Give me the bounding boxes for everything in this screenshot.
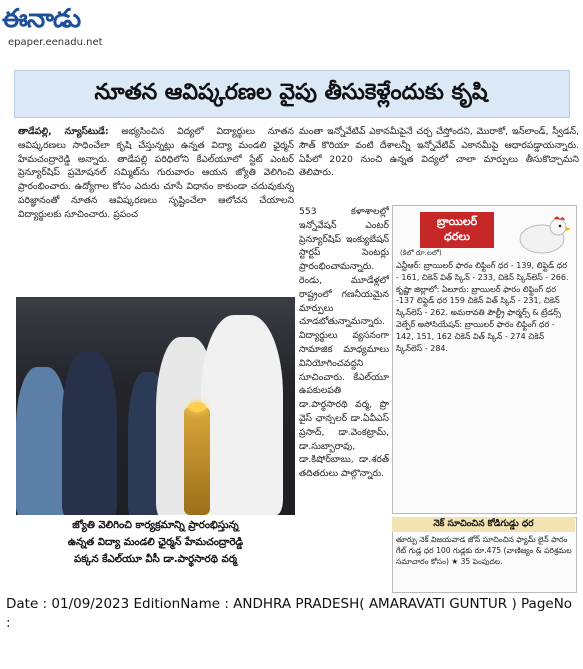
broiler-prices-title (420, 212, 494, 248)
edition-info: Date : 01/09/2023 EditionName : ANDHRA PRADESH( AMARAVATI GUNTUR ) PageNo : (6, 596, 573, 631)
photo-caption-line: ఉన్నత విద్యా మండలి ఛైర్మన్ హేమచంద్రారెడ్డి (67, 537, 244, 548)
egg-price-title: నెక్ సూచించిన కోడిగుడ్డు ధర (392, 517, 575, 532)
photo-person (16, 367, 68, 515)
broiler-prices-body: ఎన్టీఆర్: బ్రాయిలర్ ఫారం లిఫ్టింగ్ ధర - 139, లిఫ్టెడ్ ధర - 161, చికెన్ విత్ స్కిన్ - 233, చికెన్ స్కిన్‌లెస్ - 266. కృష్ణా జిల్లాలో: ఏలూరు: బ్రాయిలర్ ఫారం లిఫ్టింగ్ ధర -137 లిఫ్టెడ్ ధర 159 చికెన్ విత్ స్కిన్ - 231, చికెన్ స్కిన్‌లెస్ - 262. అమరావతి పౌల్ట్రీ ఫార్మర్స్ & ట్రేడర్స్ వెల్ఫేర్ అసోసియేషన్: బ్రాయిలర్ ఫారం లిఫ్టింగ్ ధర - 142, 151, 162 చికెన్ విత్ స్కిన్ - 274 చికెన్ స్కిన్‌లెస్ - 284. (396, 261, 569, 353)
article-column-2 (299, 125, 579, 205)
hen-icon (510, 213, 572, 255)
article-column-2-continued (299, 205, 389, 615)
article-col2b-text: 553 కళాశాలల్లో ఇన్నోవేషన్ ఎంటర్ ప్రెన్యూర్‌షిప్ ఇంక్యుబేషన్ స్టార్టప్ సెంటర్లు ప్రారంభించామన్నారు. రెండు, మూడేళ్లలో రాష్ట్రంలో గణనీయమైన మార్పులు చూడబోతున్నామన్నారు. విద్యార్థులు వ్యసనంగా సామాజిక మాధ్యమాలు వినియోగించవద్దని సూచించారు. కేఎల్‌యూ ఉపకులపతి డా.పార్థసారథి వర్మ, ప్రొ వైస్ ఛాన్సలర్ డా.ఏవీఎస్ ప్రసాద్, డా.వెంకట్రామ్, డా.సుబ్బారావు, డా.కిషోర్‌బాబు, డా.శరత్ తదితరులు పాల్గొన్నారు. (299, 206, 389, 480)
photo-person (62, 352, 117, 515)
broiler-title-line1: బ్రాయిలర్ (436, 215, 478, 228)
epaper-url[interactable]: epaper.eenadu.net (8, 37, 103, 48)
photo-caption (16, 517, 295, 573)
broiler-prices-unit: (కిలో రూ.లలో) (400, 249, 442, 257)
flame-icon (188, 402, 206, 412)
photo-caption-line: జ్యోతి వెలిగించి కార్యక్రమాన్ని ప్రారంభిస్తున్న (72, 520, 239, 531)
egg-price-body: తూర్పు నెక్ విజయవాడ జోన్ సూచించిన ఫ్యామ్ లైన్ పారం గేట్ గుడ్ల ధర 100 గుడ్లకు రూ.475 (వాణిజ్యం & పరిశ్రమల సమాచారం కోసం) ★ 35 పెంపుదల. (396, 535, 572, 566)
eenadu-logo[interactable]: ఈనాడు (2, 4, 81, 34)
broiler-title-line2: ధరలు (444, 230, 470, 243)
article-dateline: తాడేపల్లి, న్యూస్‌టుడే: (18, 126, 109, 137)
lamp-icon (184, 407, 210, 515)
article-headline: నూతన ఆవిష్కరణల వైపు తీసుకెళ్లేందుకు కృషి (94, 80, 488, 105)
article-column-1 (18, 125, 294, 295)
photo-person (201, 315, 283, 515)
article-col2-text: మంతా ఇన్నోవేటివ్ ఎకానమీపైనే చర్చ చేస్తోందని, మొరాకో, ఇన్‌లాండ్, స్వీడన్, సౌత్ కొరియా వంటి దేశాలన్నీ ఇన్నోవేటివ్ ఎకానమీపై ఆధారపడ్డాయన్నారు. ఏపీలో 2020 నుంచి ఉన్నత విద్యలో చాలా మార్పులు తీసుకొచ్చామని తెలిపారు. (299, 126, 579, 179)
event-photo (16, 297, 295, 515)
article-col1-text: అభ్యసించిన విద్యలో విద్యార్థులు నూతన ఆవిష్కరణలు సాధించేలా కృషి చేస్తున్నట్లు ఉన్నత విద్యా మండలి ఛైర్మన్ హేమచంద్రారెడ్డి అన్నారు. తాడేపల్లి పరిధిలోని కేఎల్‌యూలో స్టేట్ ఎంటర్ ప్రెన్యూర్‌షిప్ ప్రమోషనల్ సమ్మిట్‌ను గురువారం ఆయన జ్యోతి వెలిగించి ప్రారంభించారు. ఉద్యోగాల కోసం ఎదురు చూసే విధానం కాకుండా చదువుకున్న పరిజ్ఞానంతో నూతన ఆవిష్కరణలు సృష్టించేలా ఆలోచన చేయాలని విద్యార్థులకు సూచించారు. ప్రపంచ (18, 126, 294, 220)
photo-caption-line: పక్కన కేఎల్‌యూ వీసీ డా.పార్థసారథి వర్మ (74, 554, 237, 565)
